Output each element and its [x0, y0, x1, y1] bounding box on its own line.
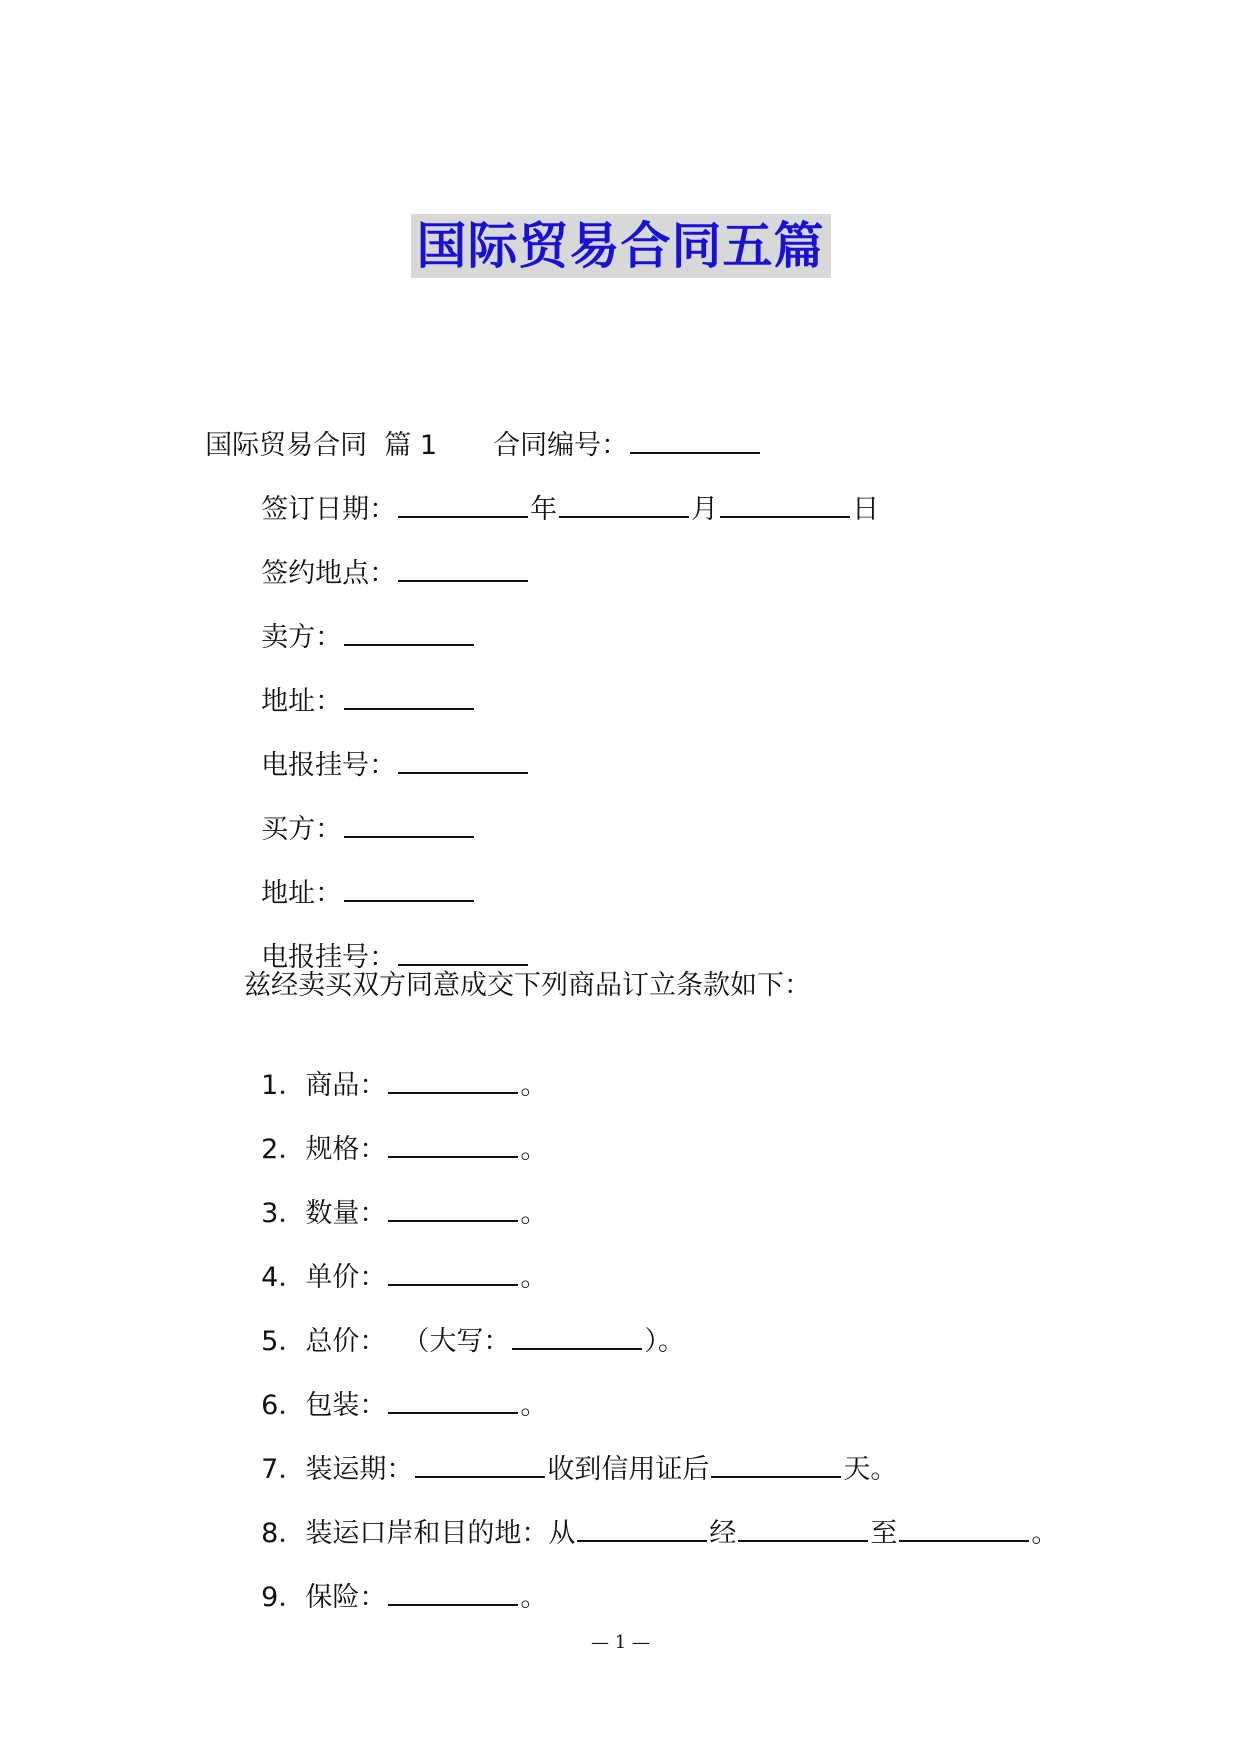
contract-no-blank[interactable]: [630, 428, 760, 454]
field-signing-date: [244, 456, 879, 528]
item-number: 3．: [261, 1198, 306, 1229]
item-9: [244, 1544, 547, 1616]
field-label: 卖方：: [261, 622, 343, 653]
item-end: 。: [520, 1582, 548, 1613]
item-1: [244, 1032, 547, 1104]
item-blank[interactable]: [512, 1324, 642, 1350]
field-blank[interactable]: [344, 876, 474, 902]
item-end: 。: [520, 1070, 548, 1101]
item-7: [244, 1416, 897, 1488]
field-blank[interactable]: [344, 812, 474, 838]
item-label: 单价：: [305, 1262, 387, 1293]
field-buyer-address: [244, 840, 476, 912]
header-line: [188, 392, 762, 464]
contract-section-label: 国际贸易合同 篇 1: [205, 430, 438, 461]
day-label: 日: [852, 494, 880, 525]
field-blank[interactable]: [398, 748, 528, 774]
item-end: 。: [520, 1198, 548, 1229]
item-blank[interactable]: [388, 1388, 518, 1414]
item-label: 装运口岸和目的地：从: [305, 1518, 576, 1549]
day-blank[interactable]: [720, 492, 850, 518]
item-mid: 经: [709, 1518, 737, 1549]
field-label: 电报挂号：: [261, 750, 397, 781]
year-label: 年: [530, 494, 558, 525]
field-blank[interactable]: [398, 940, 528, 966]
item-blank[interactable]: [388, 1132, 518, 1158]
item-number: 4．: [261, 1262, 306, 1293]
page-number: — 1 —: [591, 1632, 650, 1653]
field-signing-place: [244, 520, 530, 592]
item-number: 5．: [261, 1326, 306, 1357]
document-title: 国际贸易合同五篇: [411, 214, 831, 278]
year-blank[interactable]: [398, 492, 528, 518]
item-number: 9．: [261, 1582, 306, 1613]
field-seller-address: [244, 648, 476, 720]
item-label: 商品：: [305, 1070, 387, 1101]
intro-text: 兹经卖买双方同意成交下列商品订立条款如下：: [244, 970, 811, 1001]
field-label: 地址：: [261, 878, 343, 909]
title-wrap: [0, 214, 1241, 278]
item-8: [244, 1480, 1058, 1552]
item-number: 2．: [261, 1134, 306, 1165]
item-label: 装运期：: [305, 1454, 414, 1485]
field-seller-cable: [244, 712, 530, 784]
item-label: 包装：: [305, 1390, 387, 1421]
field-blank[interactable]: [398, 556, 528, 582]
item-blank-3[interactable]: [899, 1516, 1029, 1542]
field-label: 地址：: [261, 686, 343, 717]
item-blank[interactable]: [388, 1196, 518, 1222]
field-blank[interactable]: [344, 684, 474, 710]
item-label: 保险：: [305, 1582, 387, 1613]
item-mid: 收到信用证后: [547, 1454, 710, 1485]
item-end: 天。: [843, 1454, 898, 1485]
item-blank[interactable]: [577, 1516, 707, 1542]
field-buyer: [244, 776, 476, 848]
item-mid: （大写：: [402, 1326, 511, 1357]
field-blank[interactable]: [344, 620, 474, 646]
item-label: 数量：: [305, 1198, 387, 1229]
item-number: 7．: [261, 1454, 306, 1485]
month-label: 月: [691, 494, 719, 525]
month-blank[interactable]: [559, 492, 689, 518]
contract-no-label: 合同编号：: [493, 430, 629, 461]
item-end: 。: [520, 1262, 548, 1293]
item-blank[interactable]: [388, 1260, 518, 1286]
item-blank[interactable]: [388, 1580, 518, 1606]
item-label: 总价：: [305, 1326, 387, 1357]
item-blank[interactable]: [388, 1068, 518, 1094]
item-end: 。: [1031, 1518, 1059, 1549]
field-label: 签订日期：: [261, 494, 397, 525]
item-blank[interactable]: [415, 1452, 545, 1478]
item-blank-2[interactable]: [738, 1516, 868, 1542]
item-number: 1．: [261, 1070, 306, 1101]
field-seller: [244, 584, 476, 656]
item-blank-2[interactable]: [711, 1452, 841, 1478]
item-label: 规格：: [305, 1134, 387, 1165]
item-end: ）。: [644, 1326, 685, 1357]
field-label: 买方：: [261, 814, 343, 845]
item-number: 8．: [261, 1518, 306, 1549]
item-3: [244, 1160, 547, 1232]
item-end: 。: [520, 1134, 548, 1165]
item-2: [244, 1096, 547, 1168]
item-mid-2: 至: [870, 1518, 898, 1549]
field-label: 电报挂号：: [261, 942, 397, 973]
item-6: [244, 1352, 547, 1424]
field-buyer-cable: [244, 904, 530, 976]
item-4: [244, 1224, 547, 1296]
item-number: 6．: [261, 1390, 306, 1421]
field-label: 签约地点：: [261, 558, 397, 589]
item-end: 。: [520, 1390, 548, 1421]
item-5: [244, 1288, 685, 1360]
